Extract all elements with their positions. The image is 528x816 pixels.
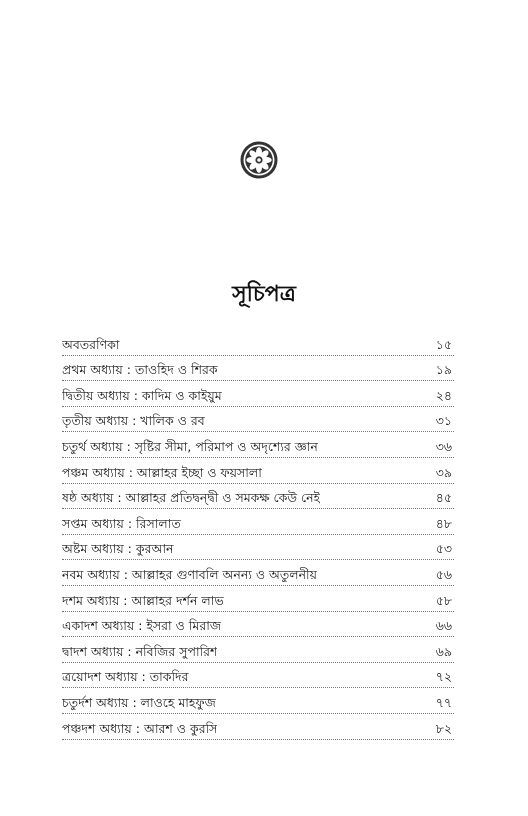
- toc-entry-title: ত্রয়োদশ অধ্যায় : তাকদির: [62, 669, 189, 685]
- toc-page-number: ৮২: [435, 720, 452, 736]
- toc-entry-title: চতুর্থ অধ্যায় : সৃষ্টির সীমা, পরিমাপ ও অদৃশ্যের জ্ঞান: [62, 438, 318, 454]
- toc-entry-title: দ্বিতীয় অধ্যায় : কাদিম ও কাইয়ুম: [62, 387, 222, 403]
- toc-row: [62, 458, 454, 484]
- toc-row: [62, 509, 454, 535]
- toc-page-number: ৩৬: [435, 438, 452, 454]
- toc-page-number: ২৪: [435, 387, 452, 403]
- toc-entry-title: পঞ্চম অধ্যায় : আল্লাহর ইচ্ছা ও ফয়সালা: [62, 464, 262, 480]
- toc-entry-title: দ্বাদশ অধ্যায় : নবিজির সুপারিশ: [62, 643, 218, 659]
- toc-row: [62, 535, 454, 561]
- toc-row: [62, 586, 454, 612]
- toc-row: [62, 432, 454, 458]
- toc-entry-title: প্রথম অধ্যায় : তাওহিদ ও শিরক: [62, 362, 218, 378]
- toc-row: [62, 381, 454, 407]
- toc-page-number: ১৫: [435, 336, 452, 352]
- toc-page-number: ৭২: [435, 669, 452, 685]
- toc-page-number: ৫৬: [435, 566, 452, 582]
- toc-page-number: ৭৭: [435, 694, 452, 710]
- toc-entry-title: অষ্টম অধ্যায় : কুরআন: [62, 541, 174, 557]
- toc-row: [62, 612, 454, 638]
- toc-page-number: ৪৫: [435, 490, 452, 506]
- toc-entry-title: দশম অধ্যায় : আল্লাহর দর্শন লাভ: [62, 592, 224, 608]
- toc-entry-title: একাদশ অধ্যায় : ইসরা ও মিরাজ: [62, 618, 222, 634]
- toc-row: [62, 663, 454, 689]
- toc-page-number: ১৯: [435, 362, 452, 378]
- toc-row: [62, 637, 454, 663]
- toc-entry-title: অবতরণিকা: [62, 336, 120, 352]
- toc-page-number: ৫৮: [435, 592, 452, 608]
- toc-page-number: ৩১: [435, 413, 452, 429]
- page-title: সূচিপত্র: [232, 281, 296, 307]
- toc-row: [62, 484, 454, 510]
- toc-page-number: ৬৬: [435, 618, 452, 634]
- toc-row: [62, 560, 454, 586]
- toc-row: [62, 330, 454, 356]
- toc-entry-title: পঞ্চদশ অধ্যায় : আরশ ও কুরসি: [62, 720, 218, 736]
- toc-row: [62, 714, 454, 740]
- toc-entry-title: তৃতীয় অধ্যায় : খালিক ও রব: [62, 413, 205, 429]
- toc-page-number: ৫৩: [435, 541, 452, 557]
- toc-row: [62, 688, 454, 714]
- toc-page-number: ৪৮: [435, 515, 452, 531]
- toc-entry-title: সপ্তম অধ্যায় : রিসালাত: [62, 515, 181, 531]
- toc-entry-title: ষষ্ঠ অধ্যায় : আল্লাহর প্রতিদ্বন্দ্বী ও সমকক্ষ কেউ নেই: [62, 490, 321, 506]
- toc-row: [62, 356, 454, 382]
- toc-page-number: ৩৯: [435, 464, 452, 480]
- toc-entry-title: নবম অধ্যায় : আল্লাহর গুণাবলি অনন্য ও অতুলনীয়: [62, 566, 317, 582]
- toc-page-number: ৬৯: [435, 643, 452, 659]
- table-of-contents: [62, 330, 454, 740]
- toc-entry-title: চতুর্দশ অধ্যায় : লাওহে মাহফুজ: [62, 694, 216, 710]
- toc-row: [62, 407, 454, 433]
- flower-ornament-icon: [239, 140, 279, 180]
